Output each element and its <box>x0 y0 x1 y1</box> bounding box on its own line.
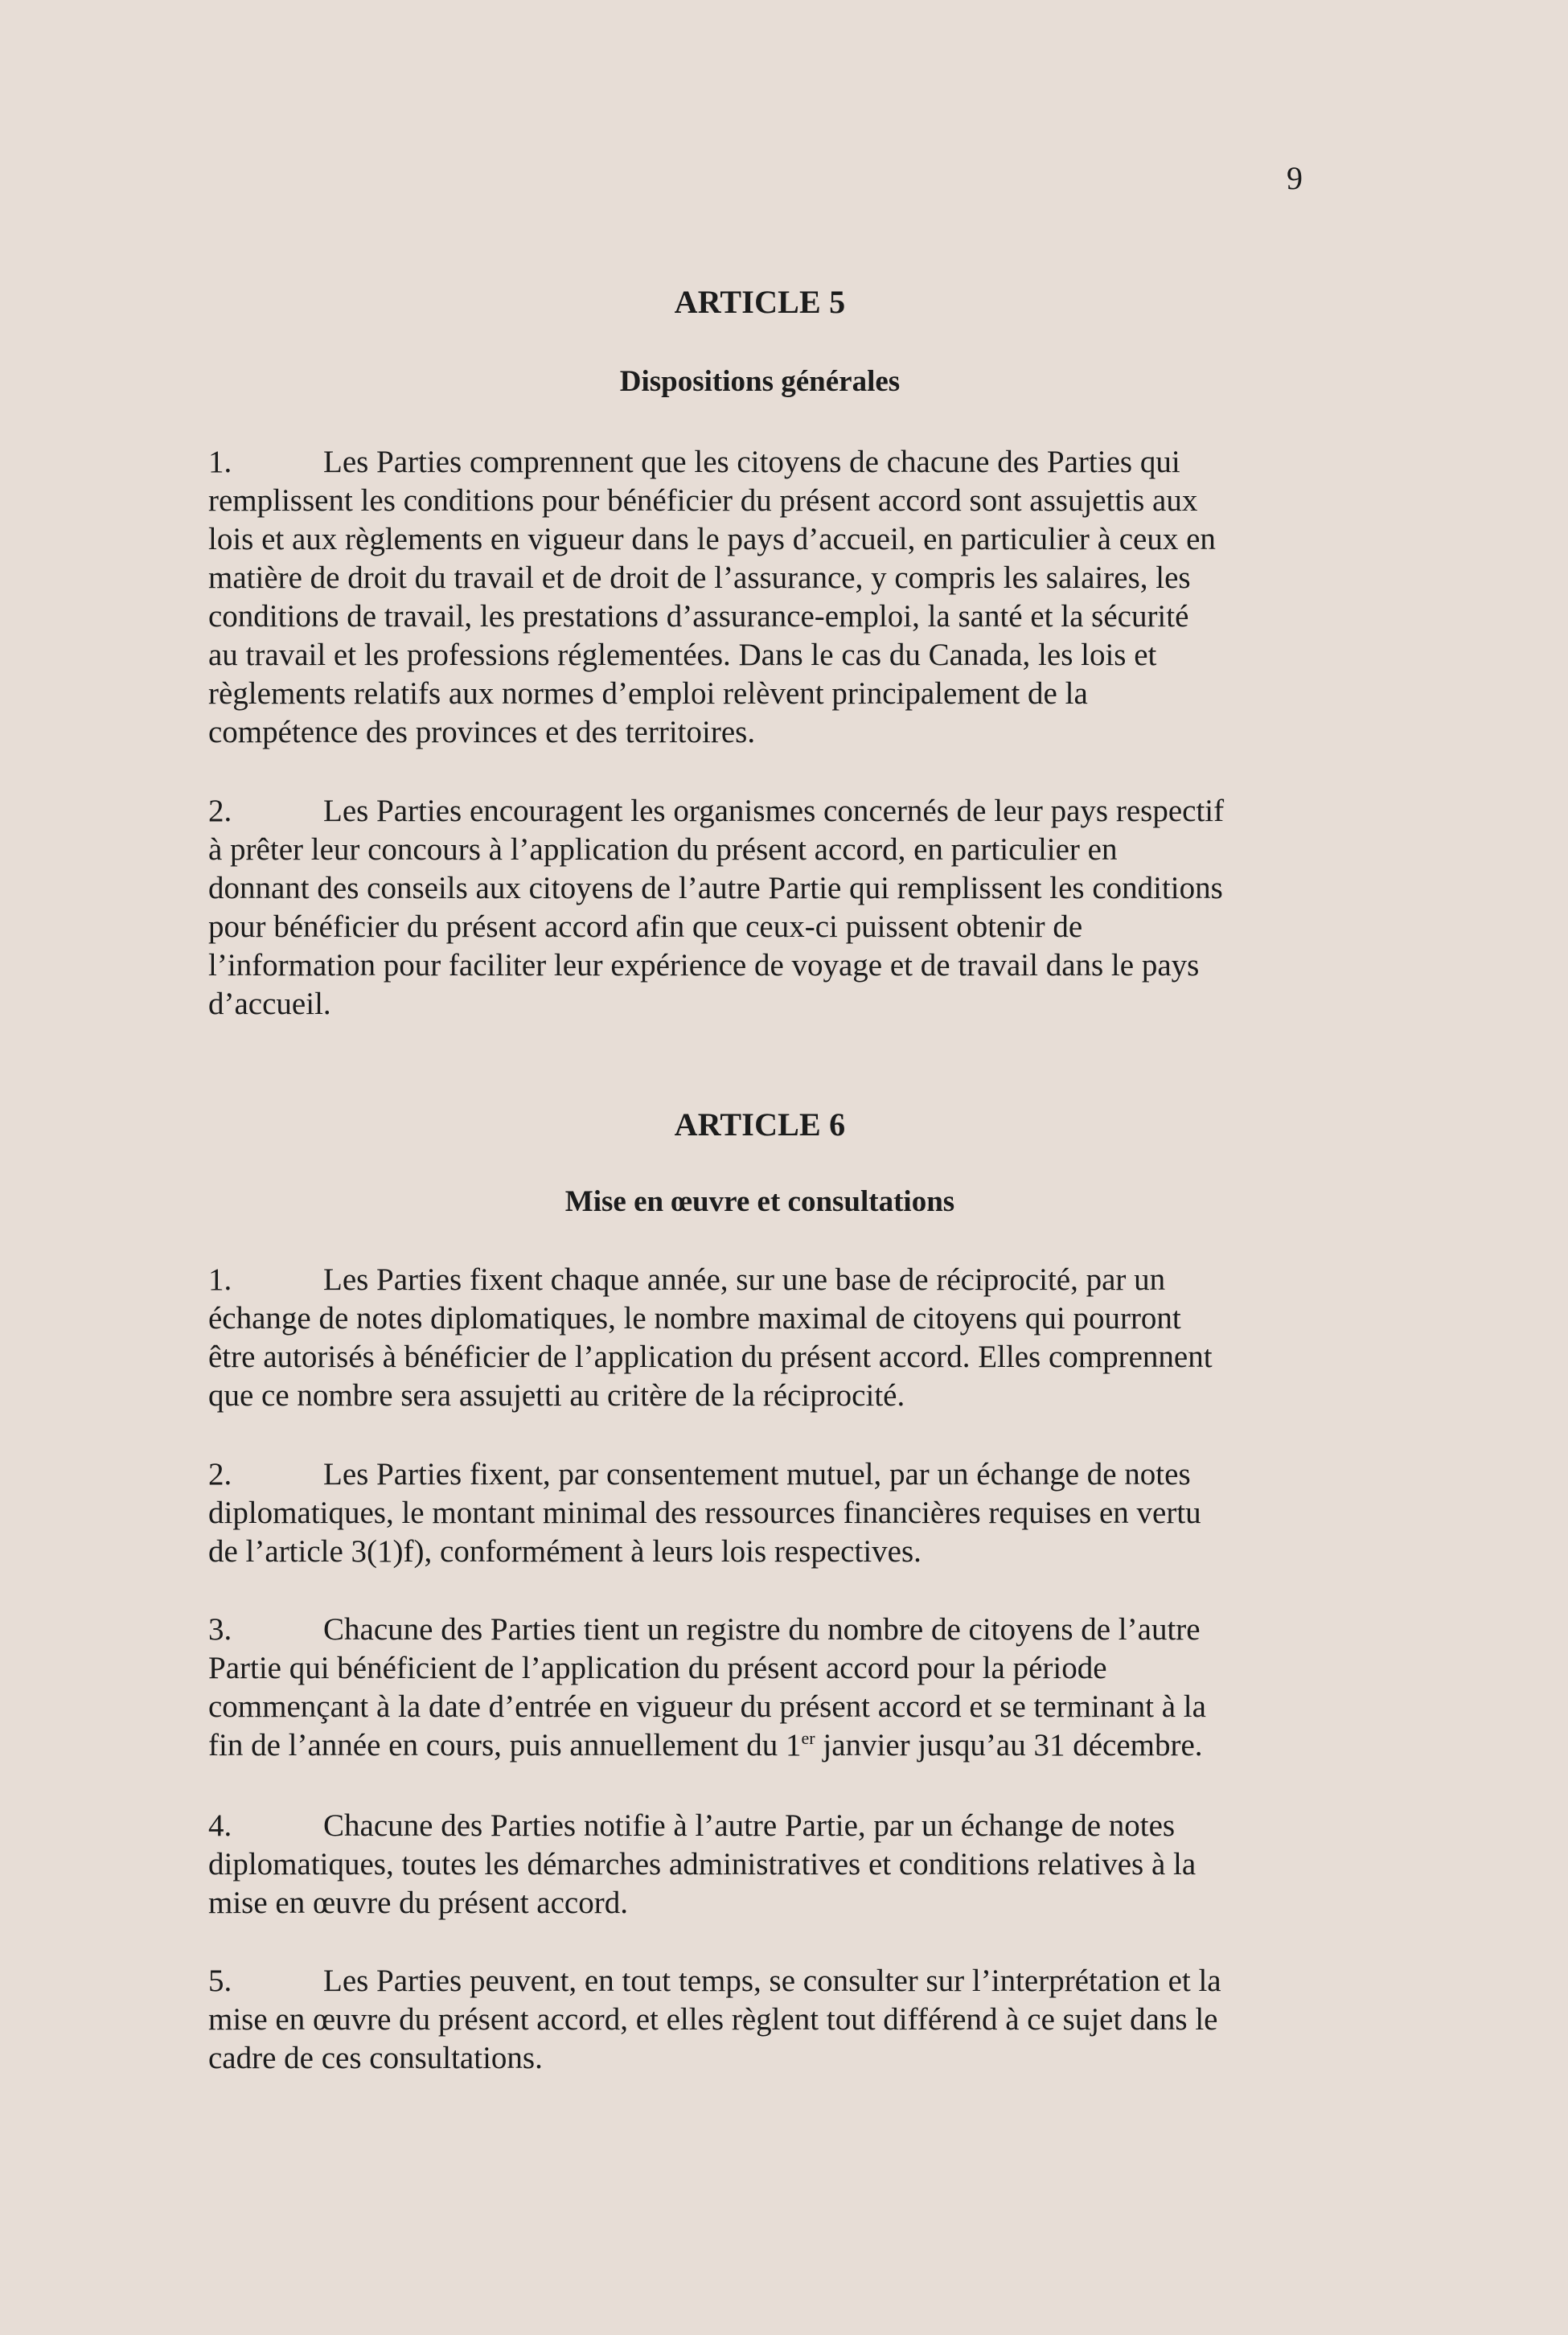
paragraph-line: compétence des provinces et des territoires. <box>208 715 756 749</box>
paragraph-line: l’information pour faciliter leur expérience de voyage et de travail dans le pays <box>208 948 1200 983</box>
paragraph-line: Chacune des Parties tient un registre du nombre de citoyens de l’autre <box>323 1612 1201 1647</box>
paragraph-line: que ce nombre sera assujetti au critère de la réciprocité. <box>208 1378 905 1413</box>
paragraph-line: remplissent les conditions pour bénéficier du présent accord sont assujettis aux <box>208 483 1198 518</box>
paragraph-line: Les Parties fixent, par consentement mutuel, par un échange de notes <box>323 1457 1191 1492</box>
paragraph-line: fin de l’année en cours, puis annuellement du 1 <box>208 1728 802 1763</box>
paragraph-line: Les Parties fixent chaque année, sur une base de réciprocité, par un <box>323 1262 1166 1297</box>
paragraph-line: janvier jusqu’au 31 décembre. <box>815 1728 1203 1763</box>
paragraph-line: mise en œuvre du présent accord. <box>208 1886 628 1920</box>
paragraph-line: diplomatiques, toutes les démarches administratives et conditions relatives à la <box>208 1847 1197 1882</box>
paragraph-line: Les Parties comprennent que les citoyens de chacune des Parties qui <box>323 445 1180 479</box>
paragraph-line: lois et aux règlements en vigueur dans le pays d’accueil, en particulier à ceux en <box>208 522 1216 556</box>
paragraph-line: règlements relatifs aux normes d’emploi relèvent principalement de la <box>208 676 1088 711</box>
article-5-paragraph-1 <box>208 443 1326 752</box>
paragraph-line: Partie qui bénéficient de l’application du présent accord pour la période <box>208 1651 1107 1685</box>
paragraph-line: échange de notes diplomatiques, le nombre maximal de citoyens qui pourront <box>208 1301 1181 1336</box>
paragraph-line: conditions de travail, les prestations d’assurance-emploi, la santé et la sécurité <box>208 599 1189 634</box>
paragraph-line: pour bénéficier du présent accord afin que ceux-ci puissent obtenir de <box>208 909 1083 944</box>
paragraph-line: de l’article 3(1)f), conformément à leurs lois respectives. <box>208 1534 922 1569</box>
article-6-paragraph-3 <box>208 1611 1326 1765</box>
paragraph-line: Les Parties encouragent les organismes concernés de leur pays respectif <box>323 794 1225 828</box>
article-6-paragraph-5 <box>208 1962 1326 2078</box>
paragraph-line: diplomatiques, le montant minimal des ressources financières requises en vertu <box>208 1496 1201 1530</box>
superscript-er: er <box>801 1728 815 1748</box>
paragraph-number: 5. <box>208 1964 232 1998</box>
paragraph-line: mise en œuvre du présent accord, et elles règlent tout différend à ce sujet dans le <box>208 2002 1218 2037</box>
paragraph-number: 1. <box>208 1262 232 1297</box>
paragraph-number: 2. <box>208 794 232 828</box>
paragraph-number: 3. <box>208 1612 232 1647</box>
paragraph-line: au travail et les professions réglementées. Dans le cas du Canada, les lois et <box>208 638 1157 672</box>
paragraph-line: Chacune des Parties notifie à l’autre Partie, par un échange de notes <box>323 1808 1176 1843</box>
paragraph-line: donnant des conseils aux citoyens de l’autre Partie qui remplissent les conditions <box>208 871 1223 905</box>
article-6-subheading: Mise en œuvre et consultations <box>564 1185 955 1218</box>
paragraph-number: 2. <box>208 1457 232 1492</box>
article-5-paragraph-2 <box>208 792 1326 1024</box>
article-5-heading: ARTICLE 5 <box>674 284 846 320</box>
article-6-paragraph-2 <box>208 1455 1326 1571</box>
paragraph-number: 1. <box>208 445 232 479</box>
page-number: 9 <box>1287 160 1303 196</box>
article-6-paragraph-1 <box>208 1261 1326 1415</box>
paragraph-line: commençant à la date d’entrée en vigueur du présent accord et se terminant à la <box>208 1689 1206 1724</box>
paragraph-line: à prêter leur concours à l’application du présent accord, en particulier en <box>208 832 1118 867</box>
article-5-subheading: Dispositions générales <box>619 365 901 398</box>
article-6-paragraph-4 <box>208 1807 1326 1923</box>
article-6-heading: ARTICLE 6 <box>674 1106 846 1143</box>
paragraph-line: être autorisés à bénéficier de l’application du présent accord. Elles comprennent <box>208 1340 1213 1374</box>
paragraph-line: cadre de ces consultations. <box>208 2041 543 2075</box>
paragraph-line: matière de droit du travail et de droit de l’assurance, y compris les salaires, les <box>208 560 1191 595</box>
paragraph-number: 4. <box>208 1808 232 1843</box>
paragraph-line: Les Parties peuvent, en tout temps, se consulter sur l’interprétation et la <box>323 1964 1221 1998</box>
paragraph-line: d’accueil. <box>208 987 331 1021</box>
